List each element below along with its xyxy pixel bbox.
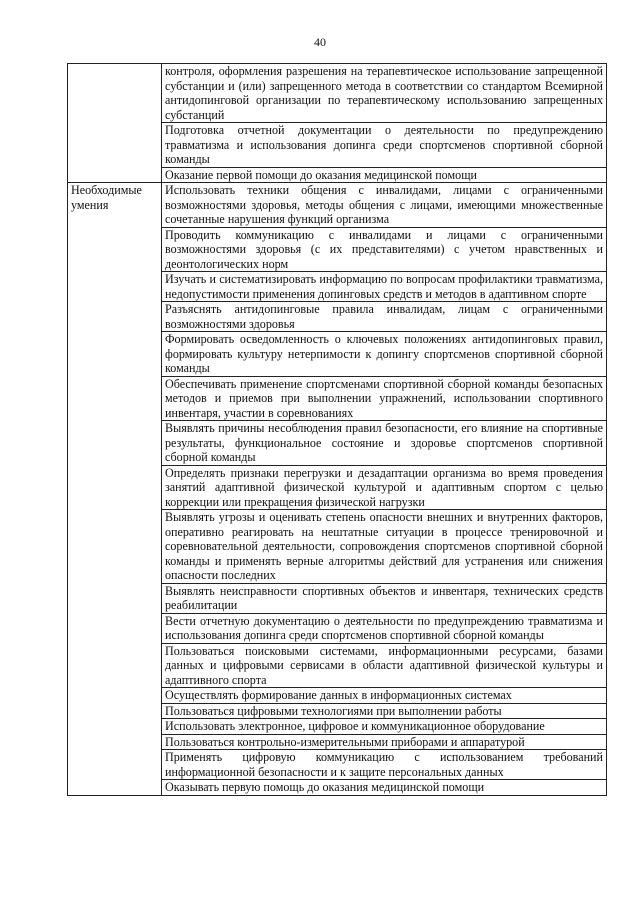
row-text: Пользоваться поисковыми системами, информационными ресурсами, базами данных и цифровыми сервисами в области адаптивной физической культуры и адаптивного спорта	[162, 643, 607, 688]
row-text: Изучать и систематизировать информацию по вопросам профилактики травматизма, недопустимости применения допинговых средств и методов в адаптивном спорте	[162, 272, 607, 302]
row-text: Формировать осведомленность о ключевых положениях антидопинговых правил, формировать культуру нетерпимости к допингу спортсменов спортивной сборной команды	[162, 332, 607, 377]
row-text: Определять признаки перегрузки и дезадаптации организма во время проведения занятий адаптивной физической культурой и адаптивным спортом с целью коррекции или прекращения физической нагрузки	[162, 465, 607, 510]
row-text: Вести отчетную документацию о деятельности по предупреждению травматизма и использования допинга среди спортсменов спортивной сборной команды	[162, 613, 607, 643]
row-text: Выявлять причины несоблюдения правил безопасности, его влияние на спортивные результаты, функциональное состояние и здоровье спортсменов спортивной сборной команды	[162, 421, 607, 466]
table-row	[68, 64, 607, 123]
category-cell-skills: Необходимые умения	[68, 183, 162, 796]
row-text: Использовать электронное, цифровое и коммуникационное оборудование	[162, 719, 607, 735]
row-text: Использовать техники общения с инвалидами, лицами с ограниченными возможностями здоровья, методы общения с лицами, имеющими множественные сочетанные нарушения функций организма	[162, 183, 607, 228]
row-text: Оказание первой помощи до оказания медицинской помощи	[162, 167, 607, 183]
row-text: Обеспечивать применение спортсменами спортивной сборной команды безопасных методов и приемов при выполнении упражнений, использовании спортивного инвентаря, участии в соревнованиях	[162, 376, 607, 421]
row-text: Выявлять угрозы и оценивать степень опасности внешних и внутренних факторов, оперативно реагировать на нештатные ситуации в процессе тренировочной и соревновательной деятельности, сопровождения спортсменов спортивной сборной команды и применять верные алгоритмы действий для устранения или снижения опасности последних	[162, 510, 607, 584]
row-text: Пользоваться цифровыми технологиями при выполнении работы	[162, 703, 607, 719]
requirements-table	[67, 63, 607, 796]
category-cell-blank	[68, 64, 162, 183]
row-text: Пользоваться контрольно-измерительными приборами и аппаратурой	[162, 734, 607, 750]
row-text: Оказывать первую помощь до оказания медицинской помощи	[162, 780, 607, 796]
row-text: Применять цифровую коммуникацию с использованием требований информационной безопасности и к защите персональных данных	[162, 750, 607, 780]
row-text: Подготовка отчетной документации о деятельности по предупреждению травматизма и использования допинга среди спортсменов спортивной сборной команды	[162, 123, 607, 168]
row-text: Разъяснять антидопинговые правила инвалидам, лицам с ограниченными возможностями здоровья	[162, 302, 607, 332]
row-text: контроля, оформления разрешения на терапевтическое использование запрещенной субстанции и (или) запрещенного метода в соответствии со стандартом Всемирной антидопинговой организации по терапевтическому использованию запрещенных субстанций	[162, 64, 607, 123]
table-row	[68, 183, 607, 228]
page-number: 40	[314, 35, 326, 49]
row-text: Выявлять неисправности спортивных объектов и инвентаря, технических средств реабилитации	[162, 583, 607, 613]
row-text: Осуществлять формирование данных в информационных системах	[162, 688, 607, 704]
row-text: Проводить коммуникацию с инвалидами и лицами с ограниченными возможностями здоровья (с их представителями) с учетом нравственных и деонтологических норм	[162, 227, 607, 272]
